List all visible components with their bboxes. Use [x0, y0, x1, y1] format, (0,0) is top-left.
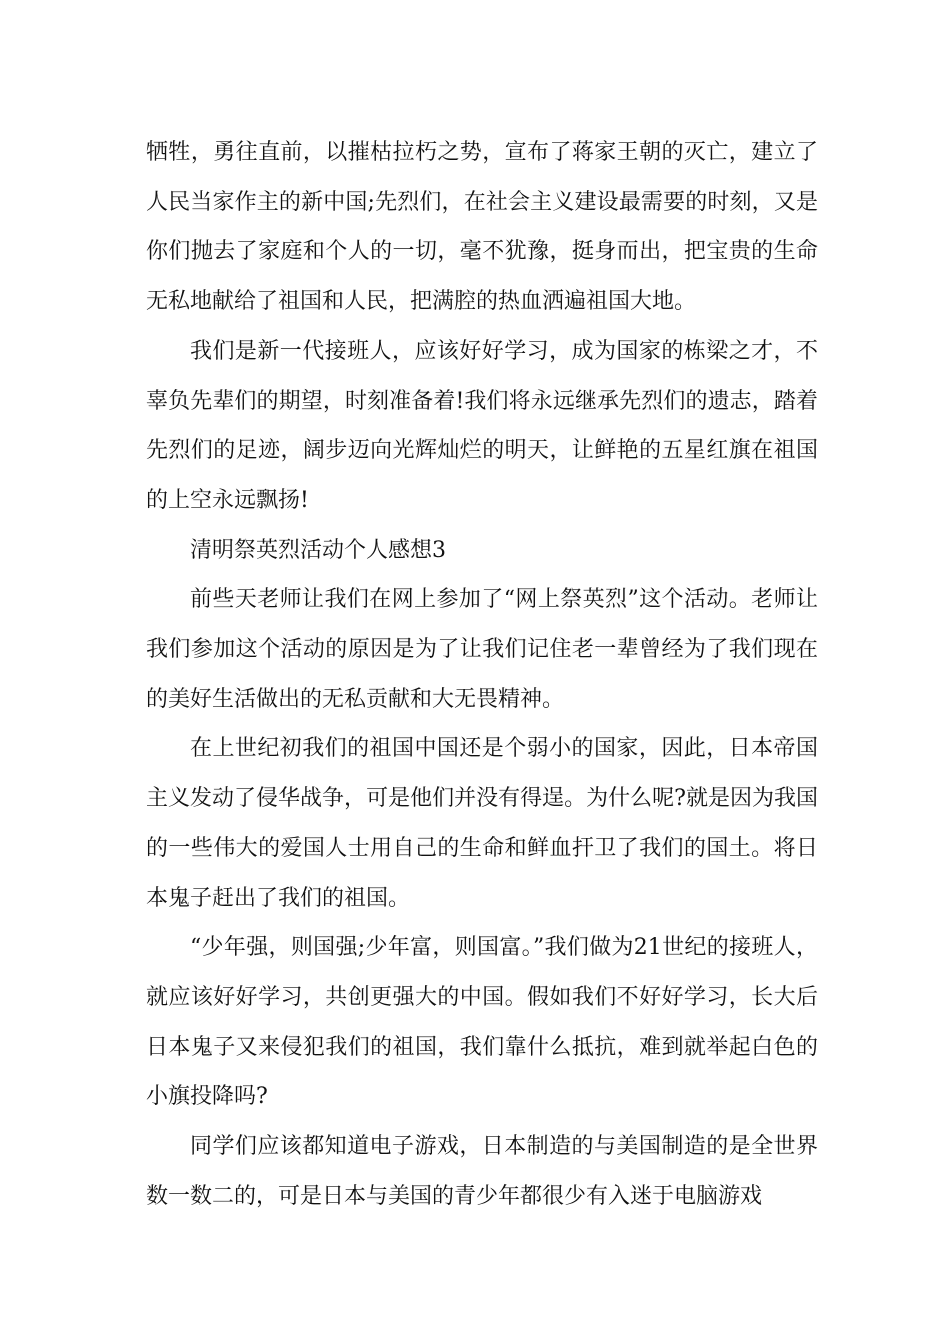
section-heading: 清明祭英烈活动个人感想3	[190, 537, 446, 563]
paragraph-5: “少年强，则国强;少年富，则国富。”我们做为21世纪的接班人，就应该好好学习，共创更强大的中国。假如我们不好好学习，长大后日本鬼子又来侵犯我们的祖国，我们靠什么抵抗，难到就举起白色的小旗投降吗?	[146, 935, 818, 1110]
paragraph-2: 我们是新一代接班人，应该好好学习，成为国家的栋梁之才，不辜负先辈们的期望，时刻准备着!我们将永远继承先烈们的遗志，踏着先烈们的足迹，阔步迈向光辉灿烂的明天，让鲜艳的五星红旗在祖国的上空永远飘扬!	[146, 338, 818, 513]
paragraph-1: 牺牲，勇往直前，以摧枯拉朽之势，宣布了蒋家王朝的灭亡，建立了人民当家作主的新中国;先烈们，在社会主义建设最需要的时刻，又是你们抛去了家庭和个人的一切，毫不犹豫，挺身而出，把宝贵的生命无私地献给了祖国和人民，把满腔的热血洒遍祖国大地。	[146, 140, 818, 315]
paragraph-6: 同学们应该都知道电子游戏，日本制造的与美国制造的是全世界数一数二的，可是日本与美国的青少年都很少有入迷于电脑游戏	[146, 1134, 818, 1209]
paragraph-4: 在上世纪初我们的祖国中国还是个弱小的国家，因此，日本帝国主义发动了侵华战争，可是他们并没有得逞。为什么呢?就是因为我国的一些伟大的爱国人士用自己的生命和鲜血扞卫了我们的国土。将日本鬼子赶出了我们的祖国。	[146, 736, 818, 911]
paragraph-3: 前些天老师让我们在网上参加了“网上祭英烈”这个活动。老师让我们参加这个活动的原因是为了让我们记住老一辈曾经为了我们现在的美好生活做出的无私贡献和大无畏精神。	[146, 587, 818, 712]
document-body	[146, 128, 818, 1221]
